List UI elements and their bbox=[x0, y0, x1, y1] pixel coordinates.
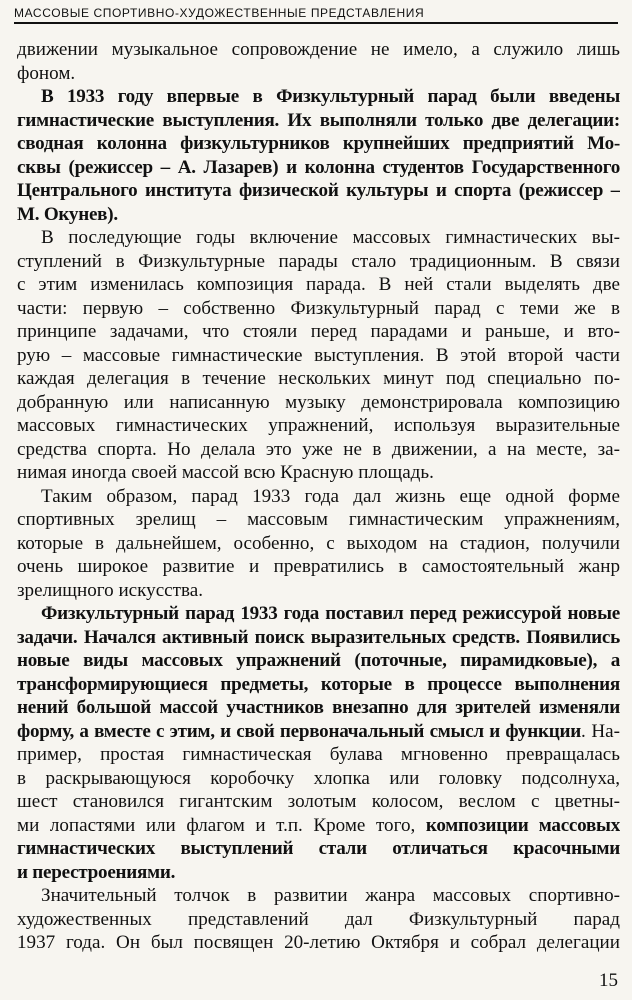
text-line: в раскрывающуюся коробочку хлопка или головку подсолнуха, bbox=[17, 767, 620, 789]
text-line: принципе задачами, что стояли перед парадами и раньше, и вто- bbox=[17, 321, 620, 342]
text-line: пример, простая гимнастическая булава мгновенно превращалась bbox=[17, 744, 620, 765]
text-segment: композиции массовых bbox=[425, 814, 620, 836]
text-line: очень широкое развитие и превратились в самостоятельный жанр bbox=[17, 556, 620, 577]
text-line: спортивных зрелищ – массовым гимнастическим упражнениям, bbox=[17, 509, 620, 530]
running-header bbox=[14, 2, 618, 24]
text-line: каждая делегация в течение нескольких минут под специально по- bbox=[17, 368, 620, 389]
text-line: и перестроениями. bbox=[17, 861, 176, 883]
text-line: новые виды массовых упражнений (поточные, пирамидковые), а bbox=[17, 650, 620, 671]
text-segment: форму, а вместе с этим, и свой первоначальный смысл и функции bbox=[17, 720, 581, 742]
text-line: шест становился гигантским золотым колосом, веслом с цветны- bbox=[17, 791, 620, 812]
text-line: художественных представлений дал Физкультурный парад bbox=[17, 908, 620, 930]
text-line: движении музыкальное сопровождение не имело, а служило лишь bbox=[17, 39, 620, 60]
text-line: нений большой массой участников внезапно для зрителей изменяли bbox=[17, 697, 620, 718]
text-line: рую – массовые гимнастические выступления. В этой второй части bbox=[17, 344, 620, 366]
text-segment: ми лопастями или флагом и т.п. Кроме того, bbox=[17, 814, 426, 836]
text-line: Физкультурный парад 1933 года поставил перед режиссурой новые bbox=[41, 603, 620, 624]
text-line bbox=[17, 720, 620, 744]
page-number: 15 bbox=[599, 970, 618, 991]
text-line: трансформирующиеся предметы, которые в процессе выполнения bbox=[17, 673, 620, 695]
text-line: зрелищного искусства. bbox=[17, 579, 204, 601]
text-segment: . На- bbox=[580, 720, 620, 742]
text-line: части: первую – собственно Физкультурный парад с теми же в bbox=[17, 297, 620, 319]
text-line: Значительный толчок в развитии жанра массовых спортивно- bbox=[41, 885, 620, 906]
text-line: Центрального института физической культуры и спорта (режиссер – bbox=[17, 180, 620, 201]
text-line: М. Окунев). bbox=[17, 203, 118, 225]
text-line: сводная колонна физкультурников крупнейших предприятий Мо- bbox=[17, 133, 620, 154]
running-header-title: МАССОВЫЕ СПОРТИВНО-ХУДОЖЕСТВЕННЫЕ ПРЕДСТАВЛЕНИЯ bbox=[14, 6, 425, 20]
text-line: гимнастические выступления. Их выполняли только две делегации: bbox=[17, 109, 620, 131]
text-line: которые в дальнейшем, особенно, с выходом на стадион, получили bbox=[17, 532, 620, 554]
text-line: фоном. bbox=[17, 62, 76, 84]
text-line: сквы (режиссер – А. Лазарев) и колонна студентов Государственного bbox=[17, 156, 620, 178]
text-line: В последующие годы включение массовых гимнастических вы- bbox=[41, 227, 620, 248]
text-line: 1937 года. Он был посвящен 20-летию Октября и собрал делегации bbox=[17, 932, 620, 953]
text-line: с этим изменилась композиция парада. В ней стали выделять две bbox=[17, 274, 620, 295]
text-line: нимая иногда своей массой всю Красную площадь. bbox=[17, 462, 434, 483]
body-text bbox=[17, 38, 620, 955]
text-line: добранную или написанную музыку демонстрировала композицию bbox=[17, 391, 620, 413]
text-line bbox=[17, 814, 620, 838]
text-line: ступлений в Физкультурные парады стало традиционным. В связи bbox=[17, 250, 620, 272]
text-line: массовых гимнастических упражнений, используя выразительные bbox=[17, 415, 620, 436]
text-line: В 1933 году впервые в Физкультурный парад были введены bbox=[41, 86, 620, 107]
text-line: задачи. Начался активный поиск выразительных средств. Появились bbox=[17, 626, 620, 648]
text-line: средства спорта. Но делала это уже не в движении, а на месте, за- bbox=[17, 438, 620, 460]
text-line: Таким образом, парад 1933 года дал жизнь еще одной форме bbox=[41, 485, 620, 507]
text-line: гимнастических выступлений стали отличаться красочными bbox=[17, 838, 620, 859]
